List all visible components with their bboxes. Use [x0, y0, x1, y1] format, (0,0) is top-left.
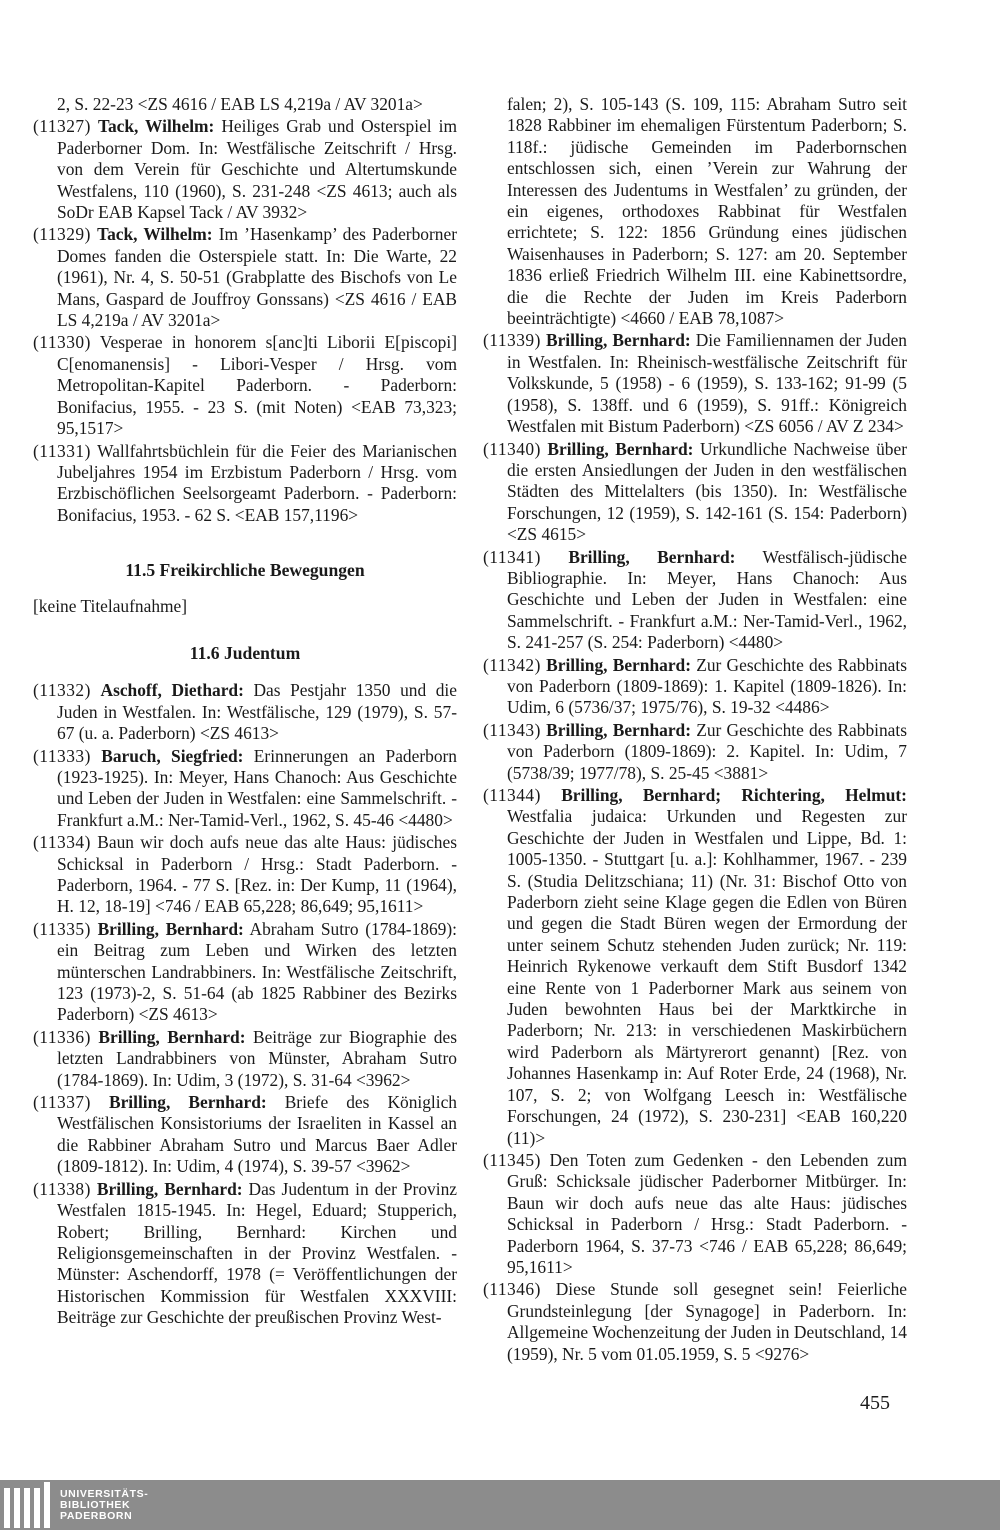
entry-11334: (11334) Baun wir doch aufs neue das alte Haus: jüdisches Schicksal in Paderborn / Hrsg.: Stadt Paderborn. - Paderborn, 1964. - 77 S. [Rez. in: Der Kump, 11 (1964), H. 12, 18-19] <746 / EAB 65,228; 86,649; 95,1611> — [33, 832, 457, 917]
entry-continuation: falen; 2), S. 105-143 (S. 109, 115: Abraham Sutro seit 1828 Rabbiner im ehemaligen Fürstentum Paderborn; S. 118f.: jüdische Gemeinden im Paderbornschen entschlossen sich, einen ’Verein zur Wahrung der Interessen des Judentums in Westfalen’ zu gründen, der ein eigenes, orthodoxes Rabbinat für Westfalen errichtete; S. 122: 1856 Gründung eines jüdischen Waisenhauses in Paderborn; S. 127: am 20. September 1836 erließ Friedrich Wilhelm III. eine Kabinettsordre, die die Rechte der Juden im Kreis Paderborn beeinträchtigte) <4660 / EAB 78,1087> — [507, 94, 907, 329]
page-number: 455 — [860, 1392, 890, 1414]
entry-11331: (11331) Wallfahrtsbüchlein für die Feier des Marianischen Jubeljahres 1954 im Erzbistum Paderborn / Hrsg. vom Erzbischöflichen Seelsorgeamt Paderborn. - Paderborn: Bonifacius, 1953. - 62 S. <EAB 157,1196> — [33, 440, 457, 525]
entry-author: Brilling, Bernhard: — [568, 546, 736, 567]
library-barcode-logo-icon — [4, 1482, 54, 1528]
entry-author: Tack, Wilhelm: — [97, 224, 213, 245]
entry-author: Brilling, Bernhard; Richtering, Helmut: — [561, 785, 907, 805]
entry-11346: (11346) Diese Stunde soll gesegnet sein! Feierliche Grundsteinlegung [der Synagoge] in Paderborn. In: Allgemeine Wochenzeitung der Juden in Deutschland, 14 (1959), Nr. 5 vom 01.05.1959, S. 5 <9276> — [483, 1279, 907, 1364]
entry-11345: (11345) Den Toten zum Gedenken - den Lebenden zum Gruß: Schicksale jüdischer Paderborner Mitbürger. In: Baun wir doch aufs neue das alte Haus: jüdisches Schicksal in Paderborn / Hrsg.: Stadt Paderborn. - Paderborn 1964, S. 37-73 <746 / EAB 65,228; 86,649; 95,1611> — [483, 1149, 907, 1277]
entry-author: Tack, Wilhelm: — [97, 116, 215, 137]
entry-11332: (11332) Aschoff, Diethard: Das Pestjahr 1350 und die Juden in Westfalen. In: Westfälische, 129 (1979), S. 57-67 (u. a. Paderborn) <ZS 4613> — [33, 680, 457, 744]
entry-author: Brilling, Bernhard: — [96, 1178, 243, 1199]
entry-author: Brilling, Bernhard: — [98, 1026, 246, 1047]
entry-11341: (11341) Brilling, Bernhard: Westfälisch-jüdische Bibliographie. In: Meyer, Hans Chanoch: Aus Geschichte und Leben der Juden in Westfalen: eine Sammelschrift. - Frankfurt a.M.: Ner-Tamid-Verl., 1962, S. 241-257 (S. 254: Paderborn) <4480> — [483, 546, 907, 653]
entry-11338: (11338) Brilling, Bernhard: Das Judentum in der Provinz Westfalen 1815-1945. In: Hegel, Eduard; Stupperich, Robert; Brilling, Bernhard: Kirchen und Religionsgemeinschaften in der Provinz Westfalen. - Münster: Aschendorff, 1978 (= Veröffentlichungen der Historischen Kommission für Westfalen XXXVIII: Beiträge zur Geschichte der preußischen Provinz West- — [33, 1178, 457, 1328]
entry-author: Brilling, Bernhard: — [547, 438, 694, 459]
entry-11340: (11340) Brilling, Bernhard: Urkundliche Nachweise über die ersten Ansiedlungen der Juden in den westfälischen Städten des Mittelalters (bis 1350). In: Westfälische Forschungen, 12 (1959), S. 142-161 (S. 154: Paderborn) <ZS 4615> — [483, 438, 907, 545]
entry-11333: (11333) Baruch, Siegfried: Erinnerungen an Paderborn (1923-1925). In: Meyer, Hans Chanoch: Aus Geschichte und Leben der Juden in Westfalen: eine Sammelschrift. - Frankfurt a.M.: Ner-Tamid-Verl., 1962, S. 45-46 <4480> — [33, 745, 457, 830]
left-column — [33, 94, 457, 1330]
entry-author: Aschoff, Diethard: — [100, 680, 244, 701]
library-footer — [0, 1480, 1000, 1530]
entry-author: Brilling, Bernhard: — [545, 330, 691, 351]
entry-author: Baruch, Siegfried: — [101, 745, 244, 766]
section-heading-11-6: 11.6 Judentum — [189, 642, 301, 663]
entry-11335: (11335) Brilling, Bernhard: Abraham Sutro (1784-1869): ein Beitrag zum Leben und Wirken des letzten münterschen Landrabbiners. In: Westfälische Zeitschrift, 123 (1973)-2, S. 51-64 (ab 1825 Rabbiner des Bezirks Paderborn) <ZS 4613> — [33, 918, 457, 1025]
entry-author: Brilling, Bernhard: — [97, 918, 244, 939]
entry-11342: (11342) Brilling, Bernhard: Zur Geschichte des Rabbinats von Paderborn (1809-1869): 1. Kapitel (1809-1826). In: Udim, 6 (5736/37; 1975/76), S. 19-32 <4486> — [483, 654, 907, 718]
entry-author: Brilling, Bernhard: — [546, 719, 691, 740]
entry-11339: (11339) Brilling, Bernhard: Die Familiennamen der Juden in Westfalen. In: Rheinisch-westfälische Zeitschrift für Volkskunde, 5 (1958) - 6 (1959), S. 133-162; 91-99 (5 (1958), S. 138ff. und 6 (1959), S. 91ff.: Königreich Westfalen mit Bistum Paderborn) <ZS 6056 / AV Z 234> — [483, 330, 907, 437]
entry-author: Brilling, Bernhard: — [108, 1092, 267, 1113]
entry-11330: (11330) Vesperae in honorem s[anc]ti Liborii E[piscopi] C[enomanensis] - Libori-Vesper / Hrsg. vom Metropolitan-Kapitel Paderborn. - Paderborn: Bonifacius, 1955. - 23 S. (mit Noten) <EAB 73,323; 95,1517> — [33, 332, 457, 439]
section-note: [keine Titelaufnahme] — [33, 595, 188, 616]
entry-11329: (11329) Tack, Wilhelm: Im ’Hasenkamp’ des Paderborner Domes fanden die Osterspiele statt. In: Die Warte, 22 (1961), Nr. 4, S. 50-51 (Grabplatte des Bischofs von Le Mans, Gaspard de Jouffroy Gonssans) <ZS 4616 / EAB LS 4,219a / AV 3201a> — [33, 224, 457, 331]
right-column — [483, 94, 907, 1366]
entry-11327: (11327) Tack, Wilhelm: Heiliges Grab und Osterspiel im Paderborner Dom. In: Westfälische Zeitschrift / Hrsg. von dem Verein für Geschichte und Altertumskunde Westfalens, 110 (1960), S. 231-248 <ZS 4613; auch als SoDr EAB Kapsel Tack / AV 3932> — [33, 116, 457, 223]
entry-11344: (11344) Brilling, Bernhard; Richtering, Helmut: Westfalia judaica: Urkunden und Regesten zur Geschichte der Juden in Westfalen und Lippe, Bd. 1: 1005-1350. - Stuttgart [u. a.]: Kohlhammer, 1967. - 239 S. (Studia Delitzschiana; 11) (Nr. 31: Bischof Otto von Paderborn zieht seine Klage gegen die Edlen von Büren und gegen die Stadt Büren wegen der Ermordung der unter seinem Schutz stehenden Juden zurück; Nr. 119: Heinrich Rykenowe verkauft dem Stift Busdorf 1342 eine Rente von 1 Paderborner Mark aus seinem von Juden bewohnten Haus bei der Marktkirche in Paderborn; Nr. 213: in verschiedenen Maskirbüchern wird Paderborn als Märtyrerort genannt) [Rez. von Johannes Hasenkamp in: Auf Roter Erde, 24 (1968), Nr. 107, S. 2; von Wolfgang Leesch in: Westfälische Forschungen, 24 (1972), S. 230-231] <EAB 160,220 (11)> — [483, 785, 907, 1148]
entry-author: Brilling, Bernhard: — [546, 654, 691, 675]
entry-continuation: 2, S. 22-23 <ZS 4616 / EAB LS 4,219a / AV 3201a> — [57, 94, 423, 114]
entry-11343: (11343) Brilling, Bernhard: Zur Geschichte des Rabbinats von Paderborn (1809-1869): 2. Kapitel. In: Udim, 7 (5738/39; 1977/78), S. 25-45 <3881> — [483, 719, 907, 783]
library-name: UNIVERSITÄTS- BIBLIOTHEK PADERBORN — [60, 1487, 149, 1522]
entry-11336: (11336) Brilling, Bernhard: Beiträge zur Biographie des letzten Landrabbiners von Münster, Abraham Sutro (1784-1869). In: Udim, 3 (1972), S. 31-64 <3962> — [33, 1026, 457, 1090]
entry-11337: (11337) Brilling, Bernhard: Briefe des Königlich Westfälischen Konsistoriums der Israeliten in Kassel an die Rabbiner Abraham Sutro und Marcus Baer Adler (1809-1812). In: Udim, 4 (1974), S. 39-57 <3962> — [33, 1092, 457, 1177]
section-heading-11-5: 11.5 Freikirchliche Bewegungen — [125, 560, 365, 581]
